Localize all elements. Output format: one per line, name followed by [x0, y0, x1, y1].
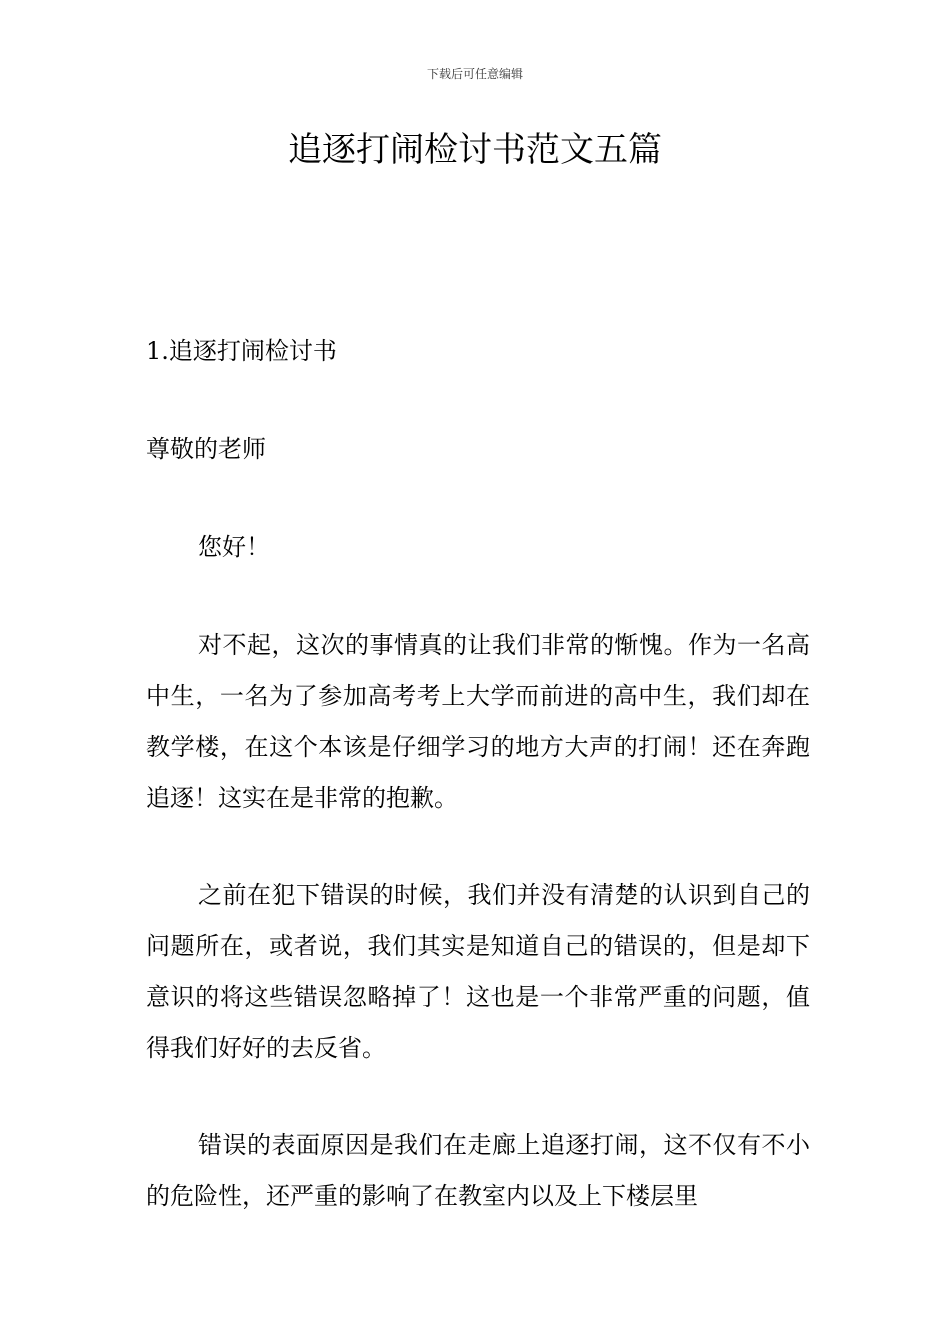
paragraph: 错误的表面原因是我们在走廊上追逐打闹，这不仅有不小的危险性，还严重的影响了在教室内以及上下楼层里	[146, 1131, 810, 1210]
greeting: 您好！	[198, 533, 270, 561]
document-title: 追逐打闹检讨书范文五篇	[288, 130, 662, 170]
paragraph: 之前在犯下错误的时候，我们并没有清楚的认识到自己的问题所在，或者说，我们其实是知道自己的错误的，但是却下意识的将这些错误忽略掉了！这也是一个非常严重的问题，值得我们好好的去反省。	[146, 881, 810, 1062]
salutation: 尊敬的老师	[146, 435, 266, 463]
header-note: 下载后可任意编辑	[426, 67, 523, 81]
section-heading: 1.追逐打闹检讨书	[146, 337, 337, 365]
paragraph: 对不起，这次的事情真的让我们非常的惭愧。作为一名高中生，一名为了参加高考考上大学而前进的高中生，我们却在教学楼，在这个本该是仔细学习的地方大声的打闹！还在奔跑追逐！这实在是非常的抱歉。	[146, 631, 810, 812]
